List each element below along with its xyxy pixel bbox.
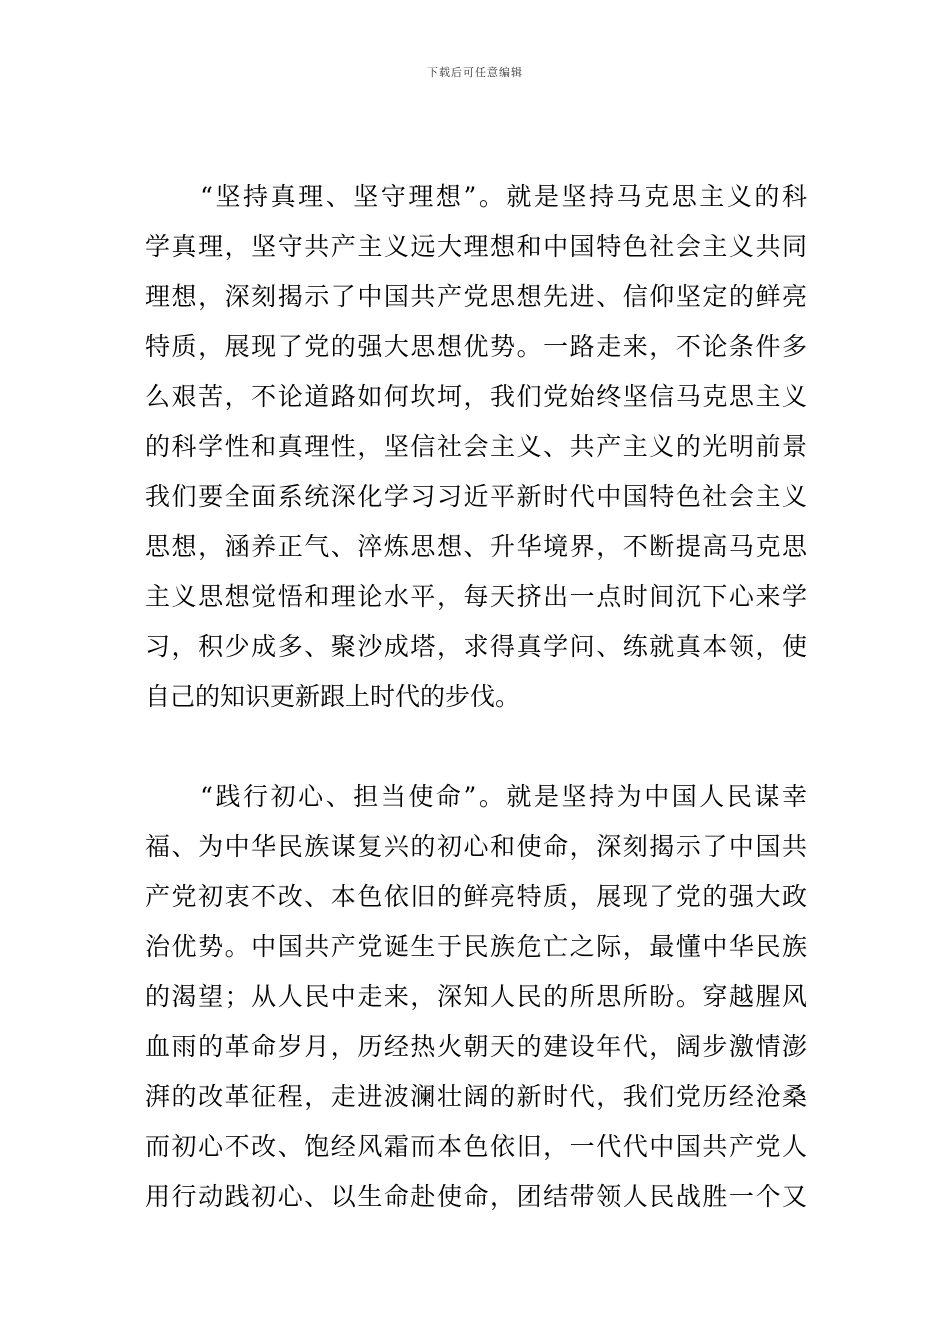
- text-line: 理想，深刻揭示了中国共产党思想先进、信仰坚定的鲜亮: [145, 282, 807, 311]
- text-line: 主义思想觉悟和理论水平，每天挤出一点时间沉下心来学: [145, 582, 807, 611]
- text-line: 产党初衷不改、本色依旧的鲜亮特质，展现了党的强大政: [145, 882, 807, 911]
- text-line: “践行初心、担当使命”。就是坚持为中国人民谋幸: [145, 782, 807, 811]
- text-line: 思想，涵养正气、淬炼思想、升华境界，不断提高马克思: [145, 532, 807, 561]
- text-line: 福、为中华民族谋复兴的初心和使命，深刻揭示了中国共: [145, 832, 807, 861]
- text-line: 用行动践初心、以生命赴使命，团结带领人民战胜一个又: [145, 1182, 807, 1211]
- text-line: 特质，展现了党的强大思想优势。一路走来，不论条件多: [145, 332, 807, 361]
- text-line: 我们要全面系统深化学习习近平新时代中国特色社会主义: [145, 482, 807, 511]
- text-line: 习，积少成多、聚沙成塔，求得真学问、练就真本领，使: [145, 632, 807, 661]
- page-header: 下载后可任意编辑: [427, 66, 523, 79]
- text-line: 么艰苦，不论道路如何坎坷，我们党始终坚信马克思主义: [145, 382, 807, 411]
- text-line: 学真理，坚守共产主义远大理想和中国特色社会主义共同: [145, 232, 807, 261]
- text-line: 的渴望；从人民中走来，深知人民的所思所盼。穿越腥风: [145, 982, 807, 1011]
- paragraph-2: [145, 772, 807, 1222]
- text-line: 而初心不改、饱经风霜而本色依旧，一代代中国共产党人: [145, 1132, 807, 1161]
- text-line: 自己的知识更新跟上时代的步伐。: [145, 682, 521, 711]
- text-line: 治优势。中国共产党诞生于民族危亡之际，最懂中华民族: [145, 932, 807, 961]
- text-line: 血雨的革命岁月，历经热火朝天的建设年代，阔步激情澎: [145, 1032, 807, 1061]
- text-line: 的科学性和真理性，坚信社会主义、共产主义的光明前景: [145, 432, 807, 461]
- text-line: 湃的改革征程，走进波澜壮阔的新时代，我们党历经沧桑: [145, 1082, 807, 1111]
- paragraph-1: [145, 172, 807, 722]
- text-line: “坚持真理、坚守理想”。就是坚持马克思主义的科: [145, 182, 807, 211]
